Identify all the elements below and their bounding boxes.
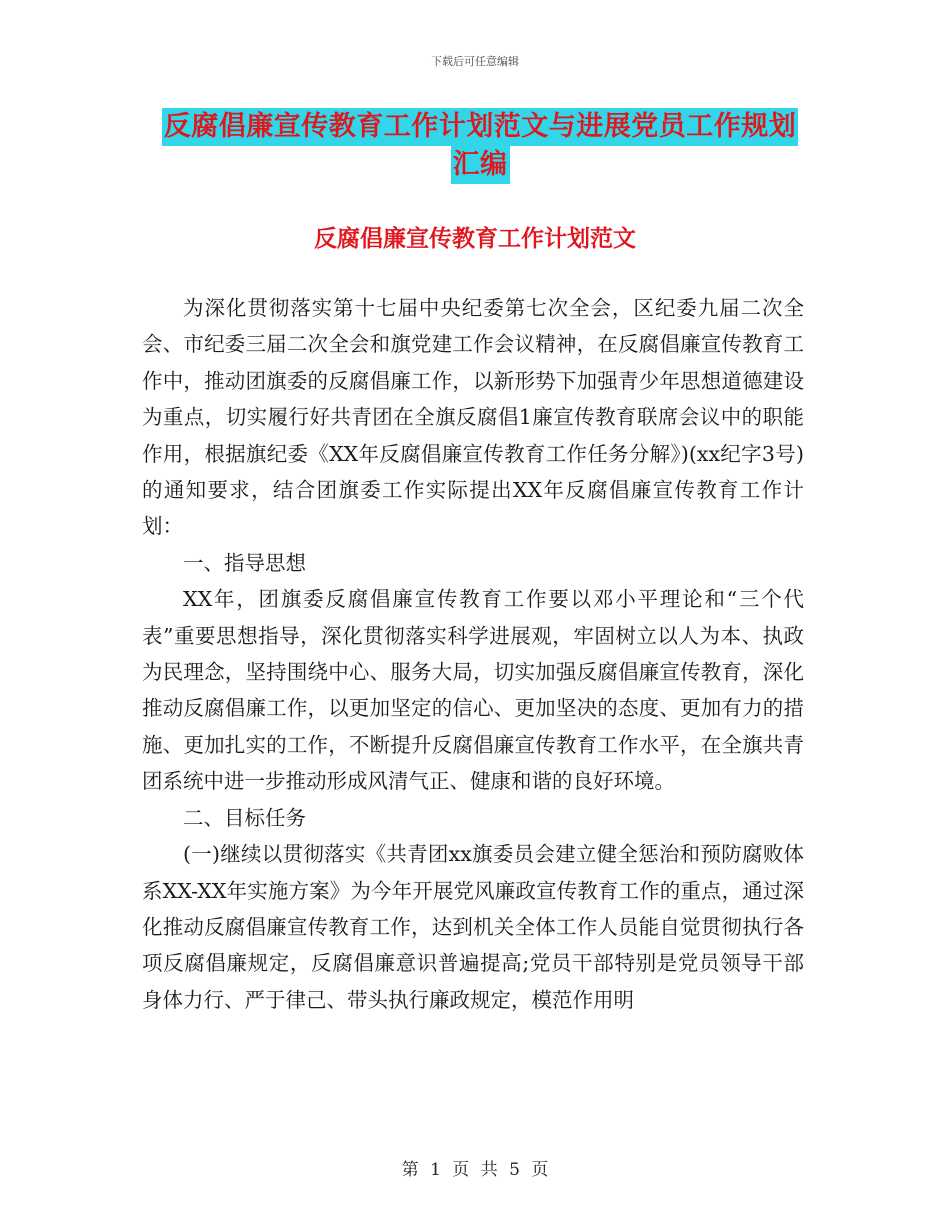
document-body	[142, 290, 804, 1018]
heading-goals-tasks: 二、目标任务	[183, 805, 306, 830]
page-footer: 第 1 页 共 5 页	[401, 1160, 549, 1180]
heading-guiding-ideology: 一、指导思想	[183, 550, 306, 575]
paragraph-intro: 为深化贯彻落实第十七届中央纪委第七次全会，区纪委九届二次全会、市纪委三届二次全会和旗党建工作会议精神，在反腐倡廉宣传教育工作中，推动团旗委的反腐倡廉工作，以新形势下加强青少年思想道德建设为重点，切实履行好共青团在全旗反腐倡1廉宣传教育联席会议中的职能作用，根据旗纪委《XX年反腐倡廉宣传教育工作任务分解》)(xx纪字3号)的通知要求，结合团旗委工作实际提出XX年反腐倡廉宣传教育工作计划：	[142, 296, 804, 539]
page-header: 下载后可任意编辑	[431, 55, 519, 68]
paragraph-goals-tasks: (一)继续以贯彻落实《共青团xx旗委员会建立健全惩治和预防腐败体系XX-XX年实施方案》为今年开展党风廉政宣传教育工作的重点，通过深化推动反腐倡廉宣传教育工作，达到机关全体工作人员能自觉贯彻执行各项反腐倡廉规定，反腐倡廉意识普遍提高;党员干部特别是党员领导干部身体力行、严于律己、带头执行廉政规定，模范作用明	[142, 842, 804, 1012]
title-line-2: 汇编	[451, 146, 510, 184]
title-line-1: 反腐倡廉宣传教育工作计划范文与进展党员工作规划	[162, 108, 799, 146]
section-title: 反腐倡廉宣传教育工作计划范文	[314, 226, 636, 252]
document-title	[140, 108, 820, 184]
paragraph-guiding-ideology: XX年，团旗委反腐倡廉宣传教育工作要以邓小平理论和“三个代表”重要思想指导，深化贯彻落实科学进展观，牢固树立以人为本、执政为民理念，坚持围绕中心、服务大局，切实加强反腐倡廉宣传教育，深化推动反腐倡廉工作，以更加坚定的信心、更加坚决的态度、更加有力的措施、更加扎实的工作，不断提升反腐倡廉宣传教育工作水平，在全旗共青团系统中进一步推动形成风清气正、健康和谐的良好环境。	[142, 587, 804, 794]
